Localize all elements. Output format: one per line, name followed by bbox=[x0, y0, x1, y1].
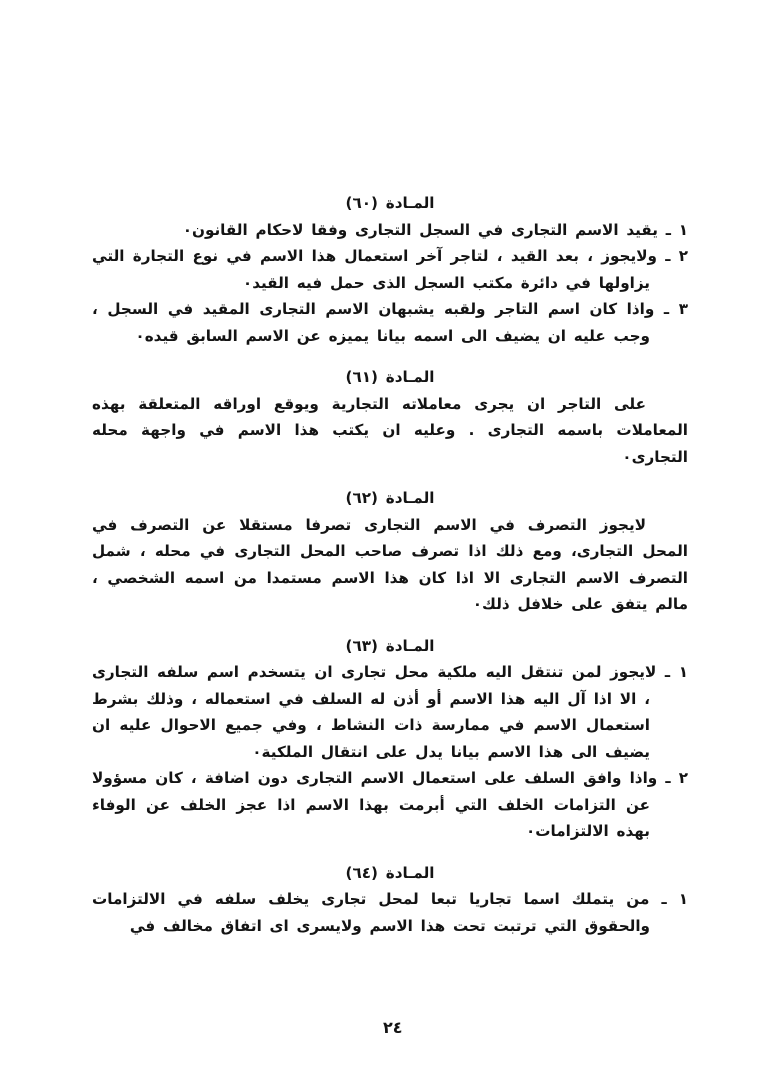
article-numbered-item bbox=[92, 765, 688, 845]
item-text: من يتملك اسما تجاريا تبعا لمحل تجارى يخلف سلفه في الالتزامات والحقوق التي ترتبت تحت هذا الاسم ولايسرى اى اتفاق مخالف في bbox=[92, 890, 650, 935]
article-numbered-item bbox=[92, 243, 688, 296]
item-text: يقيد الاسم التجارى في السجل التجارى وفقا لاحكام القانون٠ bbox=[182, 220, 658, 239]
article-title: المـادة (٦٢) bbox=[345, 489, 435, 507]
item-number: ٣ ـ bbox=[654, 300, 688, 318]
article-title: المـادة (٦٠) bbox=[345, 194, 435, 212]
item-number: ٢ ـ bbox=[656, 247, 688, 265]
article-body bbox=[92, 886, 688, 939]
article-title: المـادة (٦٤) bbox=[345, 863, 435, 882]
article-body bbox=[92, 512, 688, 618]
article-numbered-item bbox=[92, 217, 688, 244]
article-section bbox=[92, 633, 688, 845]
article-body bbox=[92, 217, 688, 350]
article-numbered-item bbox=[92, 886, 688, 939]
article-title: المـادة (٦١) bbox=[345, 368, 435, 386]
item-number: ٢ ـ bbox=[657, 769, 688, 787]
page-number: ٢٤ bbox=[383, 1018, 403, 1037]
article-section bbox=[92, 485, 688, 618]
article-numbered-item bbox=[92, 659, 688, 765]
articles-container bbox=[92, 190, 688, 939]
article-body bbox=[92, 391, 688, 471]
article-body bbox=[92, 659, 688, 845]
item-number: ١ ـ bbox=[657, 220, 688, 239]
item-text: واذا وافق السلف على استعمال الاسم التجارى دون اضافة ، كان مسؤولا عن التزامات الخلف التي أبرمت بهذا الاسم اذا عجز الخلف عن الوفاء بهذه الالتزامات٠ bbox=[92, 769, 658, 840]
item-text: لايجوز لمن تنتقل اليه ملكية محل تجارى ان يتسخدم اسم سلفه التجارى ، الا اذا آل اليه هذا الاسم أو أذن له السلف في استعماله ، وذلك بشرط استعمال الاسم في ممارسة ذات النشاط ، وفي جميع الاحوال عليه ان يضيف الى هذا الاسم بيانا يدل على انتقال الملكية٠ bbox=[92, 663, 657, 761]
item-number: ١ ـ bbox=[649, 890, 688, 908]
item-number: ١ ـ bbox=[656, 663, 688, 681]
article-title: المـادة (٦٣) bbox=[345, 636, 435, 655]
item-text: ولايجوز ، بعد القيد ، لتاجر آخر استعمال هذا الاسم في نوع التجارة التي يزاولها في دائرة مكتب السجل الذى حمل فيه القيد٠ bbox=[92, 247, 657, 292]
article-paragraph: على التاجر ان يجرى معاملاته التجارية ويوقع اوراقه المتعلقة بهذه المعاملات باسمه التجارى . وعليه ان يكتب هذا الاسم في واجهة محله التجارى٠ bbox=[92, 394, 688, 466]
article-section bbox=[92, 364, 688, 470]
article-paragraph: لايجوز التصرف في الاسم التجارى تصرفا مستقلا عن التصرف في المحل التجارى، ومع ذلك اذا تصرف صاحب المحل التجارى في محله ، شمل التصرف الاسم التجارى الا اذا كان هذا الاسم مستمدا من اسمه الشخصي ، مالم يتفق على خلافل ذلك٠ bbox=[92, 515, 688, 613]
article-section bbox=[92, 190, 688, 349]
item-text: واذا كان اسم التاجر ولقبه يشبهان الاسم التجارى المقيد في السجل ، وجب عليه ان يضيف الى اسمه بيانا يميزه عن الاسم السابق قيده٠ bbox=[92, 300, 655, 345]
article-numbered-item bbox=[92, 296, 688, 349]
article-section bbox=[92, 860, 688, 940]
